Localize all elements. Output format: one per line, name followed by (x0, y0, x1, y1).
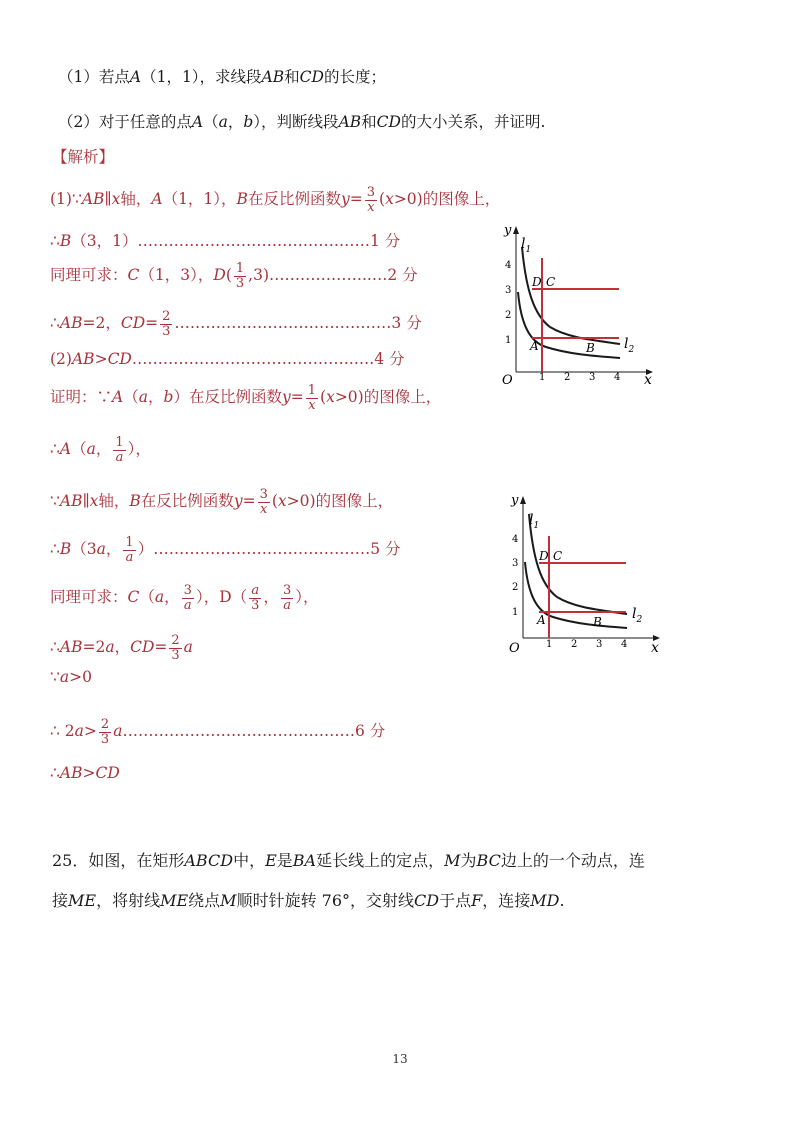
graph-1-point-A: A (530, 339, 539, 353)
svg-text:4: 4 (512, 534, 519, 545)
graph-2-y-label: y (511, 493, 519, 508)
svg-text:4: 4 (621, 639, 628, 650)
solution-line-11: ∴AB=2a，CD= $\frac{2}{3}$ a (50, 633, 193, 663)
graph-1-origin: O (502, 373, 513, 388)
solution-line-10: 同理可求：C（a， $\frac{3}{a}$ ），D（ $\frac{a}{3}$ ， $\frac{3}{a}$ ）， (50, 583, 319, 613)
question-1: （1）若点A（1，1），求线段AB和CD的长度； (58, 68, 386, 86)
svg-text:2: 2 (564, 372, 571, 383)
graph-1-ticks (505, 260, 620, 383)
graph-2-point-D: D (539, 549, 549, 563)
graph-1-point-C: C (546, 275, 556, 289)
svg-text:1: 1 (546, 639, 553, 650)
page-number: 13 (392, 1052, 408, 1066)
graph-2-origin: O (509, 641, 520, 656)
graph-1-point-B: B (586, 341, 595, 355)
solution-line-2: ∴B（3，1）………………………………………1 分 (50, 232, 401, 250)
graph-2-point-B: B (593, 615, 602, 629)
analysis-heading: 【解析】 (52, 148, 115, 166)
solution-line-8: ∵AB∥x轴，B在反比例函数y= $\frac{3}{x}$ (x>0)的图像上， (50, 487, 394, 517)
svg-text:1: 1 (539, 372, 546, 383)
solution-line-4: ∴AB=2，CD= $\frac{2}{3}$ ……………………………………3 分 (50, 309, 422, 339)
svg-text:2: 2 (505, 310, 512, 321)
question-25-line-1: 25．如图，在矩形ABCD中，E是BA延长线上的定点，M为BC边上的一个动点，连 (52, 851, 645, 870)
graph-1 (488, 220, 663, 390)
solution-line-9: ∴B（3a， $\frac{1}{a}$ ）……………………………………5 分 (50, 535, 401, 565)
graph-1-label-l2: $l_2$ (624, 336, 635, 355)
question-2: （2）对于任意的点A（a，b），判断线段AB和CD的大小关系，并证明. (58, 113, 546, 131)
solution-line-14: ∴AB>CD (50, 764, 120, 782)
solution-line-6: 证明：∵A（a，b）在反比例函数y= $\frac{1}{x}$ (x>0)的图像上， (50, 383, 442, 413)
graph-2 (495, 490, 670, 660)
graph-2-point-C: C (553, 549, 563, 563)
solution-line-3: 同理可求：C（1，3），D( $\frac{1}{3}$ ,3)………………..…2 分 (50, 261, 418, 291)
graph-2-ticks (512, 534, 627, 650)
graph-2-label-l1: $l_1$ (529, 512, 540, 531)
solution-line-7: ∴A（a， $\frac{1}{a}$ ）， (50, 435, 151, 465)
graph-1-point-D: D (532, 275, 542, 289)
svg-text:2: 2 (512, 582, 519, 593)
graph-2-point-A: A (537, 613, 546, 627)
svg-text:3: 3 (589, 372, 596, 383)
svg-text:2: 2 (571, 639, 578, 650)
svg-text:3: 3 (596, 639, 603, 650)
svg-text:4: 4 (614, 372, 621, 383)
graph-1-curve-l1 (522, 247, 620, 344)
svg-text:3: 3 (505, 285, 512, 296)
svg-text:1: 1 (505, 335, 512, 346)
solution-line-13: ∴ 2a> $\frac{2}{3}$ a………………………………………6 分 (50, 717, 386, 747)
svg-text:4: 4 (505, 260, 512, 271)
svg-text:3: 3 (512, 558, 519, 569)
solution-line-12: ∵a>0 (50, 668, 92, 686)
graph-1-y-label: y (504, 223, 512, 238)
question-25-line-2: 接ME，将射线ME绕点M顺时针旋转 76°，交射线CD于点F，连接MD. (52, 891, 565, 910)
svg-text:1: 1 (512, 607, 519, 618)
graph-2-label-l2: $l_2$ (632, 606, 643, 625)
graph-1-label-l1: $l_1$ (521, 236, 532, 255)
solution-line-5: (2)AB>CD…………………………………….….4 分 (50, 350, 405, 368)
graph-1-x-label: x (644, 372, 652, 388)
solution-line-1: (1)∵AB∥x轴，A（1，1），B在反比例函数y= $\frac{3}{x}$ (x>0)的图像上， (50, 185, 501, 215)
graph-2-x-label: x (651, 640, 659, 656)
